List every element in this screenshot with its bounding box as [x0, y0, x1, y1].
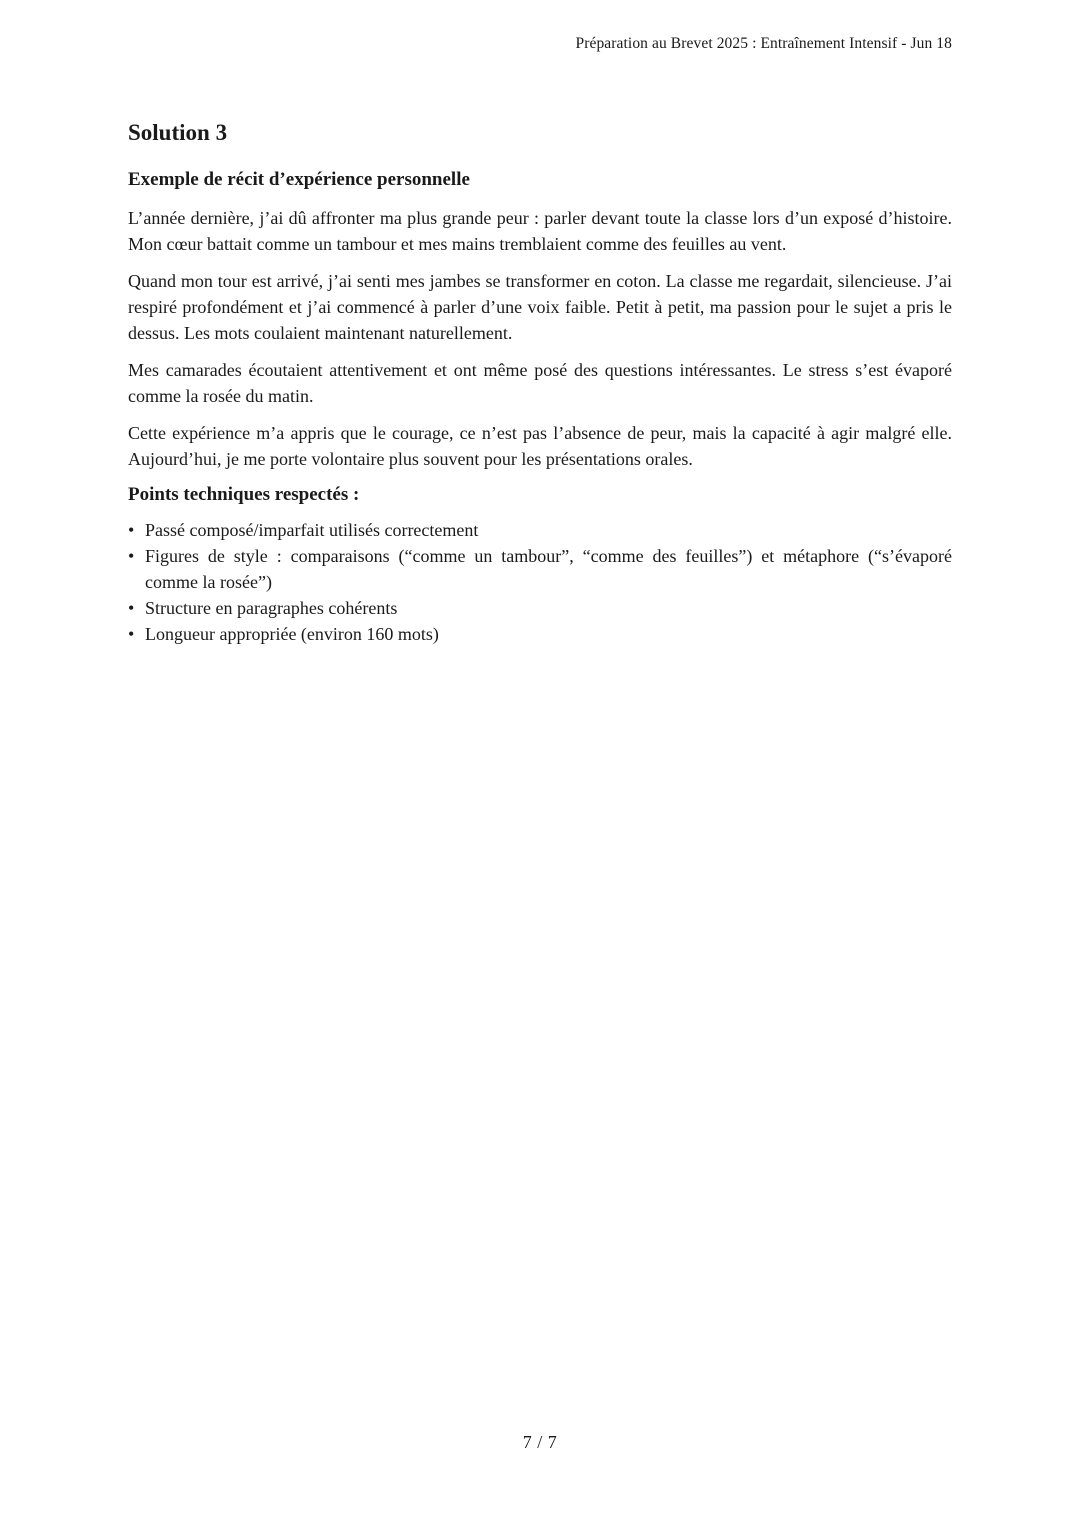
points-heading: Points techniques respectés : [128, 483, 360, 505]
list-item: • Longueur appropriée (environ 160 mots) [128, 621, 952, 647]
running-header: Préparation au Brevet 2025 : Entraînement Intensif - Jun 18 [575, 35, 952, 52]
solution-subtitle: Exemple de récit d’expérience personnelle [128, 168, 470, 190]
paragraph: L’année dernière, j’ai dû affronter ma plus grande peur : parler devant toute la classe lors d’un exposé d’histoire. Mon cœur battait comme un tambour et mes mains tremblaient comme des feuilles au vent. [128, 207, 952, 254]
paragraph: Quand mon tour est arrivé, j’ai senti mes jambes se transformer en coton. La classe me regardait, silencieuse. J’ai respiré profondément et j’ai commencé à parler d’une voix faible. Petit à petit, ma passion pour le sujet a pris le dessus. Les mots coulaient maintenant naturellement. [128, 270, 952, 343]
solution-section [128, 118, 952, 647]
list-item: • Structure en paragraphes cohérents [128, 595, 952, 621]
list-item: • Figures de style : comparaisons (“comme un tambour”, “comme des feuilles”) et métaphore (“s’évaporé comme la rosée”) [128, 543, 952, 595]
points-list [128, 517, 952, 647]
solution-title: Solution 3 [128, 120, 228, 145]
paragraph: Mes camarades écoutaient attentivement et ont même posé des questions intéressantes. Le stress s’est évaporé comme la rosée du matin. [128, 359, 952, 406]
list-item: • Passé composé/imparfait utilisés correctement [128, 517, 952, 543]
paragraph: Cette expérience m’a appris que le courage, ce n’est pas l’absence de peur, mais la capacité à agir malgré elle. Aujourd’hui, je me porte volontaire plus souvent pour les présentations orales. [128, 422, 952, 469]
page-number: 7 / 7 [522, 1432, 558, 1452]
